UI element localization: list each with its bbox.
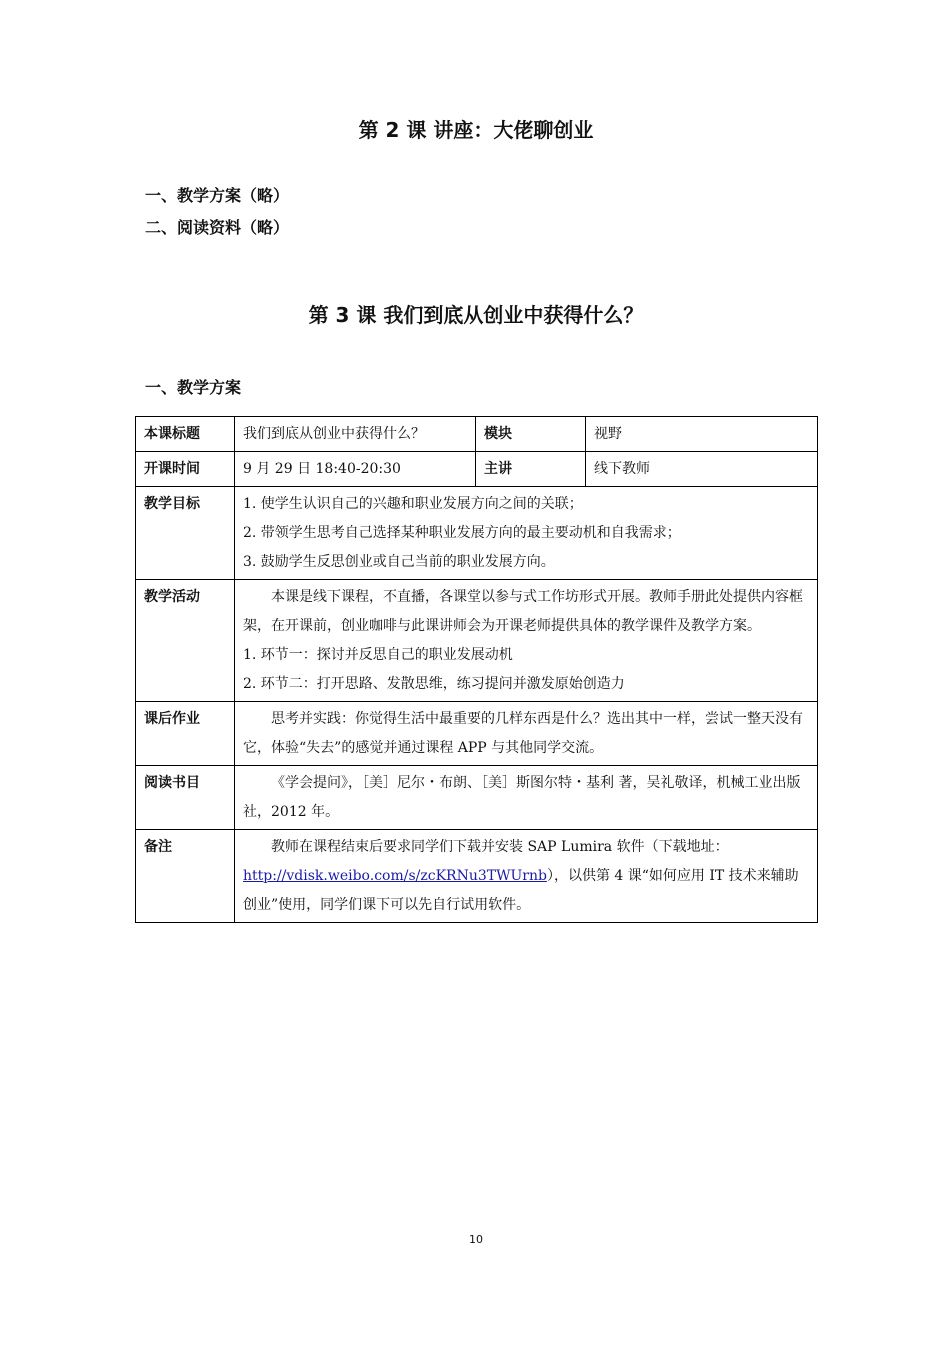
table-row-goals bbox=[136, 487, 818, 580]
notes-text-after: ），以供第 4 课“如何应用 IT 技术来辅助创业”使用，同学们课下可以先自行试用软件。 bbox=[243, 868, 799, 913]
download-link[interactable]: http://vdisk.weibo.com/s/zcKRNu3TWUrnb bbox=[243, 868, 547, 884]
homework-cell bbox=[235, 702, 818, 766]
lesson-2-item-teaching-plan: 一、教学方案（略） bbox=[145, 186, 290, 205]
table-row-reading bbox=[136, 766, 818, 830]
notes-text-before: 教师在课程结束后要求同学们下载并安装 SAP Lumira 软件（下载地址： bbox=[271, 839, 729, 855]
module-label: 模块 bbox=[476, 417, 586, 452]
time-value: 9 月 29 日 18:40-20:30 bbox=[235, 452, 476, 487]
goals-label: 教学目标 bbox=[136, 487, 235, 580]
reading-label: 阅读书目 bbox=[136, 766, 235, 830]
lesson-2-title: 第 2 课 讲座：大佬聊创业 bbox=[358, 118, 594, 142]
activity-item: 1. 环节一：探讨并反思自己的职业发展动机 bbox=[243, 647, 513, 663]
notes-text bbox=[243, 833, 809, 920]
notes-label: 备注 bbox=[136, 830, 235, 923]
speaker-value: 线下教师 bbox=[586, 452, 818, 487]
notes-cell bbox=[235, 830, 818, 923]
lesson-plan-table bbox=[135, 416, 818, 923]
goal-item: 3. 鼓励学生反思创业或自己当前的职业发展方向。 bbox=[243, 554, 555, 570]
lesson-2-item-reading: 二、阅读资料（略） bbox=[145, 218, 290, 237]
speaker-label: 主讲 bbox=[476, 452, 586, 487]
activity-item: 2. 环节二：打开思路、发散思维，练习提问并激发原始创造力 bbox=[243, 676, 625, 692]
homework-text: 思考并实践：你觉得生活中最重要的几样东西是什么？选出其中一样，尝试一整天没有它，体验“失去”的感觉并通过课程 APP 与其他同学交流。 bbox=[243, 711, 803, 756]
table-row-notes bbox=[136, 830, 818, 923]
course-title-value: 我们到底从创业中获得什么？ bbox=[235, 417, 476, 452]
table-row-time bbox=[136, 452, 818, 487]
activities-label: 教学活动 bbox=[136, 580, 235, 702]
course-title-label: 本课标题 bbox=[136, 417, 235, 452]
table-row-homework bbox=[136, 702, 818, 766]
page-number: 10 bbox=[469, 1233, 483, 1246]
lesson-3-section-teaching-plan: 一、教学方案 bbox=[145, 378, 242, 397]
activities-cell bbox=[235, 580, 818, 702]
goals-cell bbox=[235, 487, 818, 580]
table-row-activities bbox=[136, 580, 818, 702]
lesson-3-title: 第 3 课 我们到底从创业中获得什么？ bbox=[308, 303, 644, 327]
module-value: 视野 bbox=[586, 417, 818, 452]
goal-item: 1. 使学生认识自己的兴趣和职业发展方向之间的关联； bbox=[243, 496, 583, 512]
activities-intro: 本课是线下课程，不直播，各课堂以参与式工作坊形式开展。教师手册此处提供内容框架，在开课前，创业咖啡与此课讲师会为开课老师提供具体的教学课件及教学方案。 bbox=[243, 589, 803, 634]
table-row-course-title bbox=[136, 417, 818, 452]
reading-cell bbox=[235, 766, 818, 830]
goal-item: 2. 带领学生思考自己选择某种职业发展方向的最主要动机和自我需求； bbox=[243, 525, 681, 541]
reading-text: 《学会提问》，［美］尼尔・布朗、［美］斯图尔特・基利 著，吴礼敬译，机械工业出版社，2012 年。 bbox=[243, 775, 801, 820]
time-label: 开课时间 bbox=[136, 452, 235, 487]
homework-label: 课后作业 bbox=[136, 702, 235, 766]
